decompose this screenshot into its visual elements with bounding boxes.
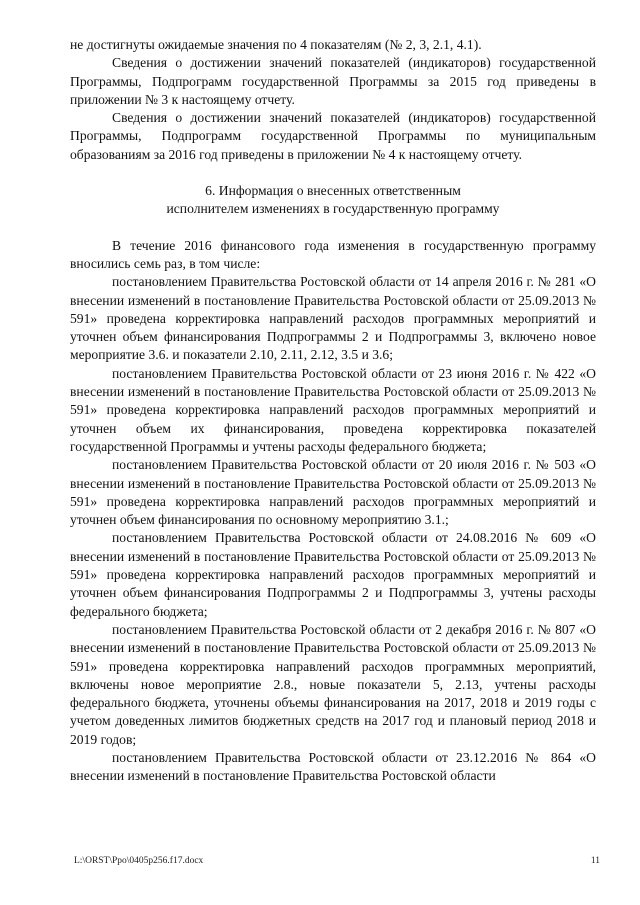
paragraph-indicators-municipal-2016: Сведения о достижении значений показателей (индикаторов) государственной Программы, Подпрограмм государственной Программы по муниципальным образованиям за 2016 год приведены в приложении № 4 к настоящему отчету. (70, 110, 596, 162)
section-heading-line-1: 6. Информация о внесенных ответственным (205, 183, 461, 199)
document-body (70, 36, 596, 786)
paragraph-intro-continuation: не достигнуты ожидаемые значения по 4 показателям (№ 2, 3, 2.1, 4.1). (70, 37, 482, 52)
footer-file-path: L:\ORST\Ppo\0405p256.f17.docx (74, 856, 204, 866)
paragraph-resolution-503: постановлением Правительства Ростовской области от 20 июля 2016 г. № 503 «О внесении изменений в постановление Правительства Ростовской области от 25.09.2013 № 591» проведена корректировка направлений расходов программных мероприятий и уточнен объем финансирования по основному мероприятию 3.1.; (70, 457, 596, 528)
paragraph-resolution-807: постановлением Правительства Ростовской области от 2 декабря 2016 г. № 807 «О внесении изменений в постановление Правительства Ростовской области от 25.09.2013 № 591» проведена корректировка направлений расходов программных мероприятий, включены новое мероприятие 2.8., новые показатели 5, 2.13, учтены расходы федерального бюджета, уточнены объемы финансирования на 2017, 2018 и 2019 годы с учетом доведенных лимитов бюджетных средств на 2017 год и плановый период 2018 и 2019 годов; (70, 621, 596, 747)
paragraph-resolution-609: постановлением Правительства Ростовской области от 24.08.2016 № 609 «О внесении изменений в постановление Правительства Ростовской области от 25.09.2013 № 591» проведена корректировка направлений расходов программных мероприятий и уточнен объем финансирования Подпрограммы 2 и Подпрограммы 3, учтены расходы федерального бюджета; (70, 530, 596, 619)
paragraph-changes-intro: В течение 2016 финансового года изменения в государственную программу вносились семь раз, в том числе: (70, 237, 596, 271)
section-heading (70, 182, 596, 219)
page-number: 11 (590, 856, 600, 866)
paragraph-resolution-422: постановлением Правительства Ростовской области от 23 июня 2016 г. № 422 «О внесении изменений в постановление Правительства Ростовской области от 25.09.2013 № 591» проведена корректировка направлений расходов программных мероприятий и уточнен объем их финансирования, проведена корректировка показателей государственной Программы и учтены расходы федерального бюджета; (70, 365, 596, 454)
paragraph-resolution-281: постановлением Правительства Ростовской области от 14 апреля 2016 г. № 281 «О внесении изменений в постановление Правительства Ростовской области от 25.09.2013 № 591» проведена корректировка направлений расходов программных мероприятий и уточнен объем финансирования Подпрограммы 2 и Подпрограммы 3, включено новое мероприятие 3.6. и показатели 2.10, 2.11, 2.12, 3.5 и 3.6; (70, 274, 596, 363)
paragraph-resolution-864: постановлением Правительства Ростовской области от 23.12.2016 № 864 «О внесении изменений в постановление Правительства Ростовской области (70, 749, 596, 784)
paragraph-indicators-2015: Сведения о достижении значений показателей (индикаторов) государственной Программы, Подпрограмм государственной Программы за 2015 год приведены в приложении № 3 к настоящему отчету. (70, 55, 596, 107)
section-heading-line-2: исполнителем изменениях в государственную программу (166, 201, 500, 217)
